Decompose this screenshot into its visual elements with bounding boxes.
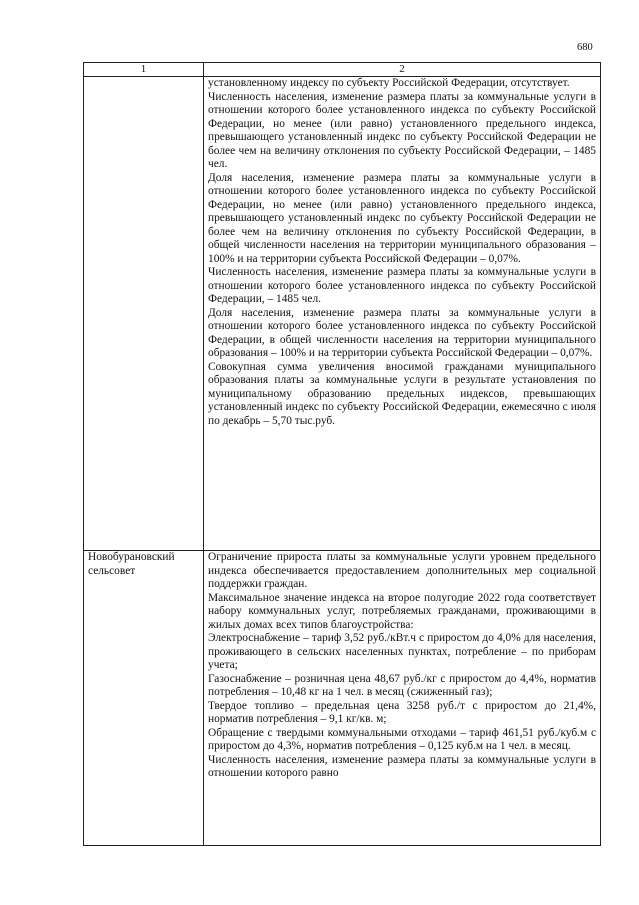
- page-number: 680: [577, 42, 593, 53]
- column-header-2: 2: [204, 63, 601, 77]
- paragraph: Численность населения, изменение размера платы за коммунальные услуги в отношении которого более установленного индекса по субъекту Российской Федерации, но менее (или равно) установленного предельного индекса, превышающего установленный индекс по субъекту Российской Федерации не более чем на величину отклонения по субъекту Российской Федерации, – 1485 чел.: [208, 90, 596, 170]
- paragraph: Обращение с твердыми коммунальными отходами – тариф 461,51 руб./куб.м с приростом до 4,3%, норматив потребления – 0,125 куб.м на 1 чел. в месяц.: [208, 726, 596, 752]
- paragraph: Электроснабжение – тариф 3,52 руб./кВт.ч с приростом до 4,0% для населения, проживающего в сельских населенных пунктах, потребление – по приборам учета;: [208, 632, 596, 671]
- municipality-cell: Новобурановский сельсовет: [84, 551, 204, 846]
- table-header-row: [84, 63, 601, 77]
- paragraph: Твердое топливо – предельная цена 3258 руб./т с приростом до 21,4%, норматив потребления – 9,1 кг/кв. м;: [208, 699, 596, 725]
- description-cell: [204, 77, 601, 551]
- table-row: [84, 77, 601, 551]
- paragraph: Максимальное значение индекса на второе полугодие 2022 года соответствует набору коммунальных услуг, потребляемых гражданами, проживающими в жилых домах всех типов благоустройства:: [208, 591, 596, 631]
- paragraph: установленному индексу по субъекту Российской Федерации, отсутствует.: [208, 77, 570, 89]
- content-table: [83, 62, 601, 846]
- paragraph: Численность населения, изменение размера платы за коммунальные услуги в отношении которого более установленного индекса по субъекту Российской Федерации, – 1485 чел.: [208, 266, 596, 305]
- paragraph: Ограничение прироста платы за коммунальные услуги уровнем предельного индекса обеспечивается предоставлением дополнительных мер социальной поддержки граждан.: [208, 551, 596, 590]
- description-cell: [204, 551, 601, 846]
- paragraph: Совокупная сумма увеличения вносимой гражданами муниципального образования платы за коммунальные услуги в результате установления по муниципальному образованию предельных индексов, превышающих установленный индекс по субъекту Российской Федерации, ежемесячно с июля по декабрь – 5,70 тыс.руб.: [208, 360, 596, 427]
- municipality-cell: [84, 77, 204, 551]
- paragraph: Численность населения, изменение размера платы за коммунальные услуги в отношении которого равно: [208, 753, 596, 779]
- paragraph: Доля населения, изменение размера платы за коммунальные услуги в отношении которого более установленного индекса по субъекту Российской Федерации, в общей численности населения на территории муниципального образования – 100% и на территории субъекта Российской Федерации – 0,07%.: [208, 306, 596, 359]
- table-row: [84, 551, 601, 846]
- column-header-1: 1: [84, 63, 204, 77]
- paragraph: Газоснабжение – розничная цена 48,67 руб./кг с приростом до 4,4%, норматив потребления – 10,48 кг на 1 чел. в месяц (сжиженный газ);: [208, 672, 596, 698]
- paragraph: Доля населения, изменение размера платы за коммунальные услуги в отношении которого более установленного индекса по субъекту Российской Федерации, но менее (или равно) установленного предельного индекса, превышающего установленный индекс по субъекту Российской Федерации не более чем на величину отклонения по субъекту Российской Федерации, в общей численности населения на территории муниципального образования – 100% и на территории субъекта Российской Федерации – 0,07%.: [208, 171, 596, 265]
